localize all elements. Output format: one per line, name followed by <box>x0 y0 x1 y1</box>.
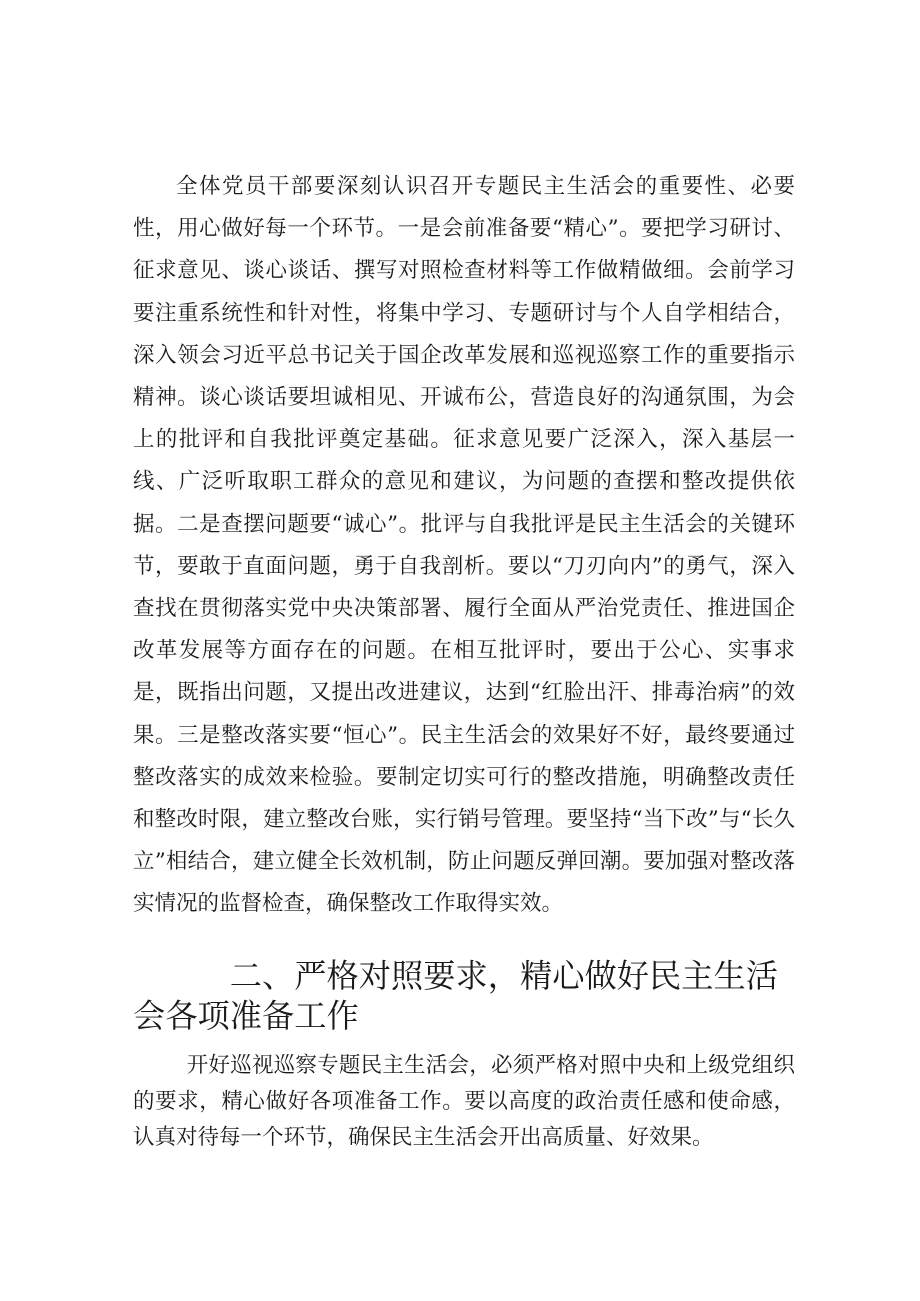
section-heading: 二、严格对照要求，精心做好民主生活会各项准备工作 <box>133 956 778 1035</box>
section-paragraph: 开好巡视巡察专题民主生活会，必须严格对照中央和上级党组织的要求，精心做好各项准备工作。要以高度的政治责任感和使命感，认真对待每一个环节，确保民主生活会开出高质量、好效果。 <box>133 1052 795 1150</box>
document-body <box>133 166 795 1156</box>
body-paragraph: 全体党员干部要深刻认识召开专题民主生活会的重要性、必要性，用心做好每一个环节。一是会前准备要“精心”。要把学习研讨、征求意见、谈心谈话、撰写对照检查材料等工作做精做细。会前学习要注重系统性和针对性，将集中学习、专题研讨与个人自学相结合，深入领会习近平总书记关于国企改革发展和巡视巡察工作的重要指示精神。谈心谈话要坦诚相见、开诚布公，营造良好的沟通氛围，为会上的批评和自我批评奠定基础。征求意见要广泛深入，深入基层一线、广泛听取职工群众的意见和建议，为问题的查摆和整改提供依据。二是查摆问题要“诚心”。批评与自我批评是民主生活会的关键环节，要敢于直面问题，勇于自我剖析。要以“刀刃向内”的勇气，深入查找在贯彻落实党中央决策部署、履行全面从严治党责任、推进国企改革发展等方面存在的问题。在相互批评时，要出于公心、实事求是，既指出问题，又提出改进建议，达到“红脸出汗、排毒治病”的效果。三是整改落实要“恒心”。民主生活会的效果好不好，最终要通过整改落实的成效来检验。要制定切实可行的整改措施，明确整改责任和整改时限，建立整改台账，实行销号管理。要坚持“当下改”与“长久立”相结合，建立健全长效机制，防止问题反弹回潮。要加强对整改落实情况的监督检查，确保整改工作取得实效。 <box>133 174 795 917</box>
